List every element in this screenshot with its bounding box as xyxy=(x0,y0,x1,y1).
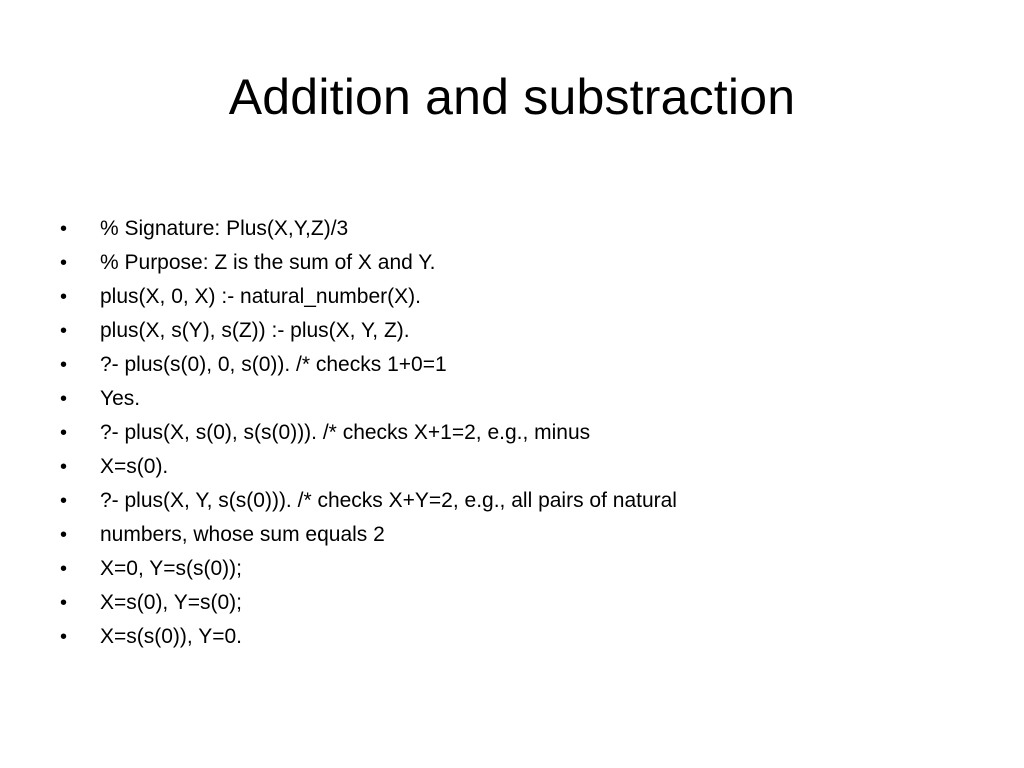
bullet-text: X=s(0). xyxy=(100,455,169,478)
bullet-text: plus(X, 0, X) :- natural_number(X). xyxy=(100,285,421,308)
bullet-text: numbers, whose sum equals 2 xyxy=(100,523,385,546)
bullet-dot-icon: • xyxy=(60,252,68,274)
bullet-item-recursive-clause xyxy=(58,314,958,348)
bullet-list xyxy=(58,212,958,654)
bullet-item-answer-3c xyxy=(58,620,958,654)
bullet-text: X=s(s(0)), Y=0. xyxy=(100,625,242,648)
bullet-dot-icon: • xyxy=(60,558,68,580)
bullet-text: Yes. xyxy=(100,387,141,410)
bullet-item-query-2 xyxy=(58,416,958,450)
bullet-dot-icon: • xyxy=(60,218,68,240)
bullet-item-query-3-continued xyxy=(58,518,958,552)
bullet-item-query-1 xyxy=(58,348,958,382)
bullet-text: plus(X, s(Y), s(Z)) :- plus(X, Y, Z). xyxy=(100,319,410,342)
bullet-text: X=0, Y=s(s(0)); xyxy=(100,557,242,580)
bullet-dot-icon: • xyxy=(60,388,68,410)
bullet-dot-icon: • xyxy=(60,490,68,512)
bullet-text: % Signature: Plus(X,Y,Z)/3 xyxy=(100,217,349,240)
bullet-dot-icon: • xyxy=(60,626,68,648)
bullet-item-answer-2 xyxy=(58,450,958,484)
bullet-item-query-3 xyxy=(58,484,958,518)
bullet-dot-icon: • xyxy=(60,524,68,546)
bullet-dot-icon: • xyxy=(60,456,68,478)
slide-title: Addition and substraction xyxy=(228,69,796,125)
bullet-item-answer-1 xyxy=(58,382,958,416)
bullet-item-base-clause xyxy=(58,280,958,314)
bullet-item-signature xyxy=(58,212,958,246)
bullet-text: X=s(0), Y=s(0); xyxy=(100,591,242,614)
bullet-text: ?- plus(s(0), 0, s(0)). /* checks 1+0=1 xyxy=(100,353,447,376)
bullet-dot-icon: • xyxy=(60,354,68,376)
bullet-text: ?- plus(X, s(0), s(s(0))). /* checks X+1=2, e.g., minus xyxy=(100,421,591,444)
bullet-dot-icon: • xyxy=(60,286,68,308)
bullet-item-answer-3a xyxy=(58,552,958,586)
bullet-dot-icon: • xyxy=(60,422,68,444)
bullet-item-answer-3b xyxy=(58,586,958,620)
bullet-dot-icon: • xyxy=(60,320,68,342)
bullet-item-purpose xyxy=(58,246,958,280)
bullet-dot-icon: • xyxy=(60,592,68,614)
bullet-text: ?- plus(X, Y, s(s(0))). /* checks X+Y=2, e.g., all pairs of natural xyxy=(100,489,677,512)
bullet-text: % Purpose: Z is the sum of X and Y. xyxy=(100,251,436,274)
